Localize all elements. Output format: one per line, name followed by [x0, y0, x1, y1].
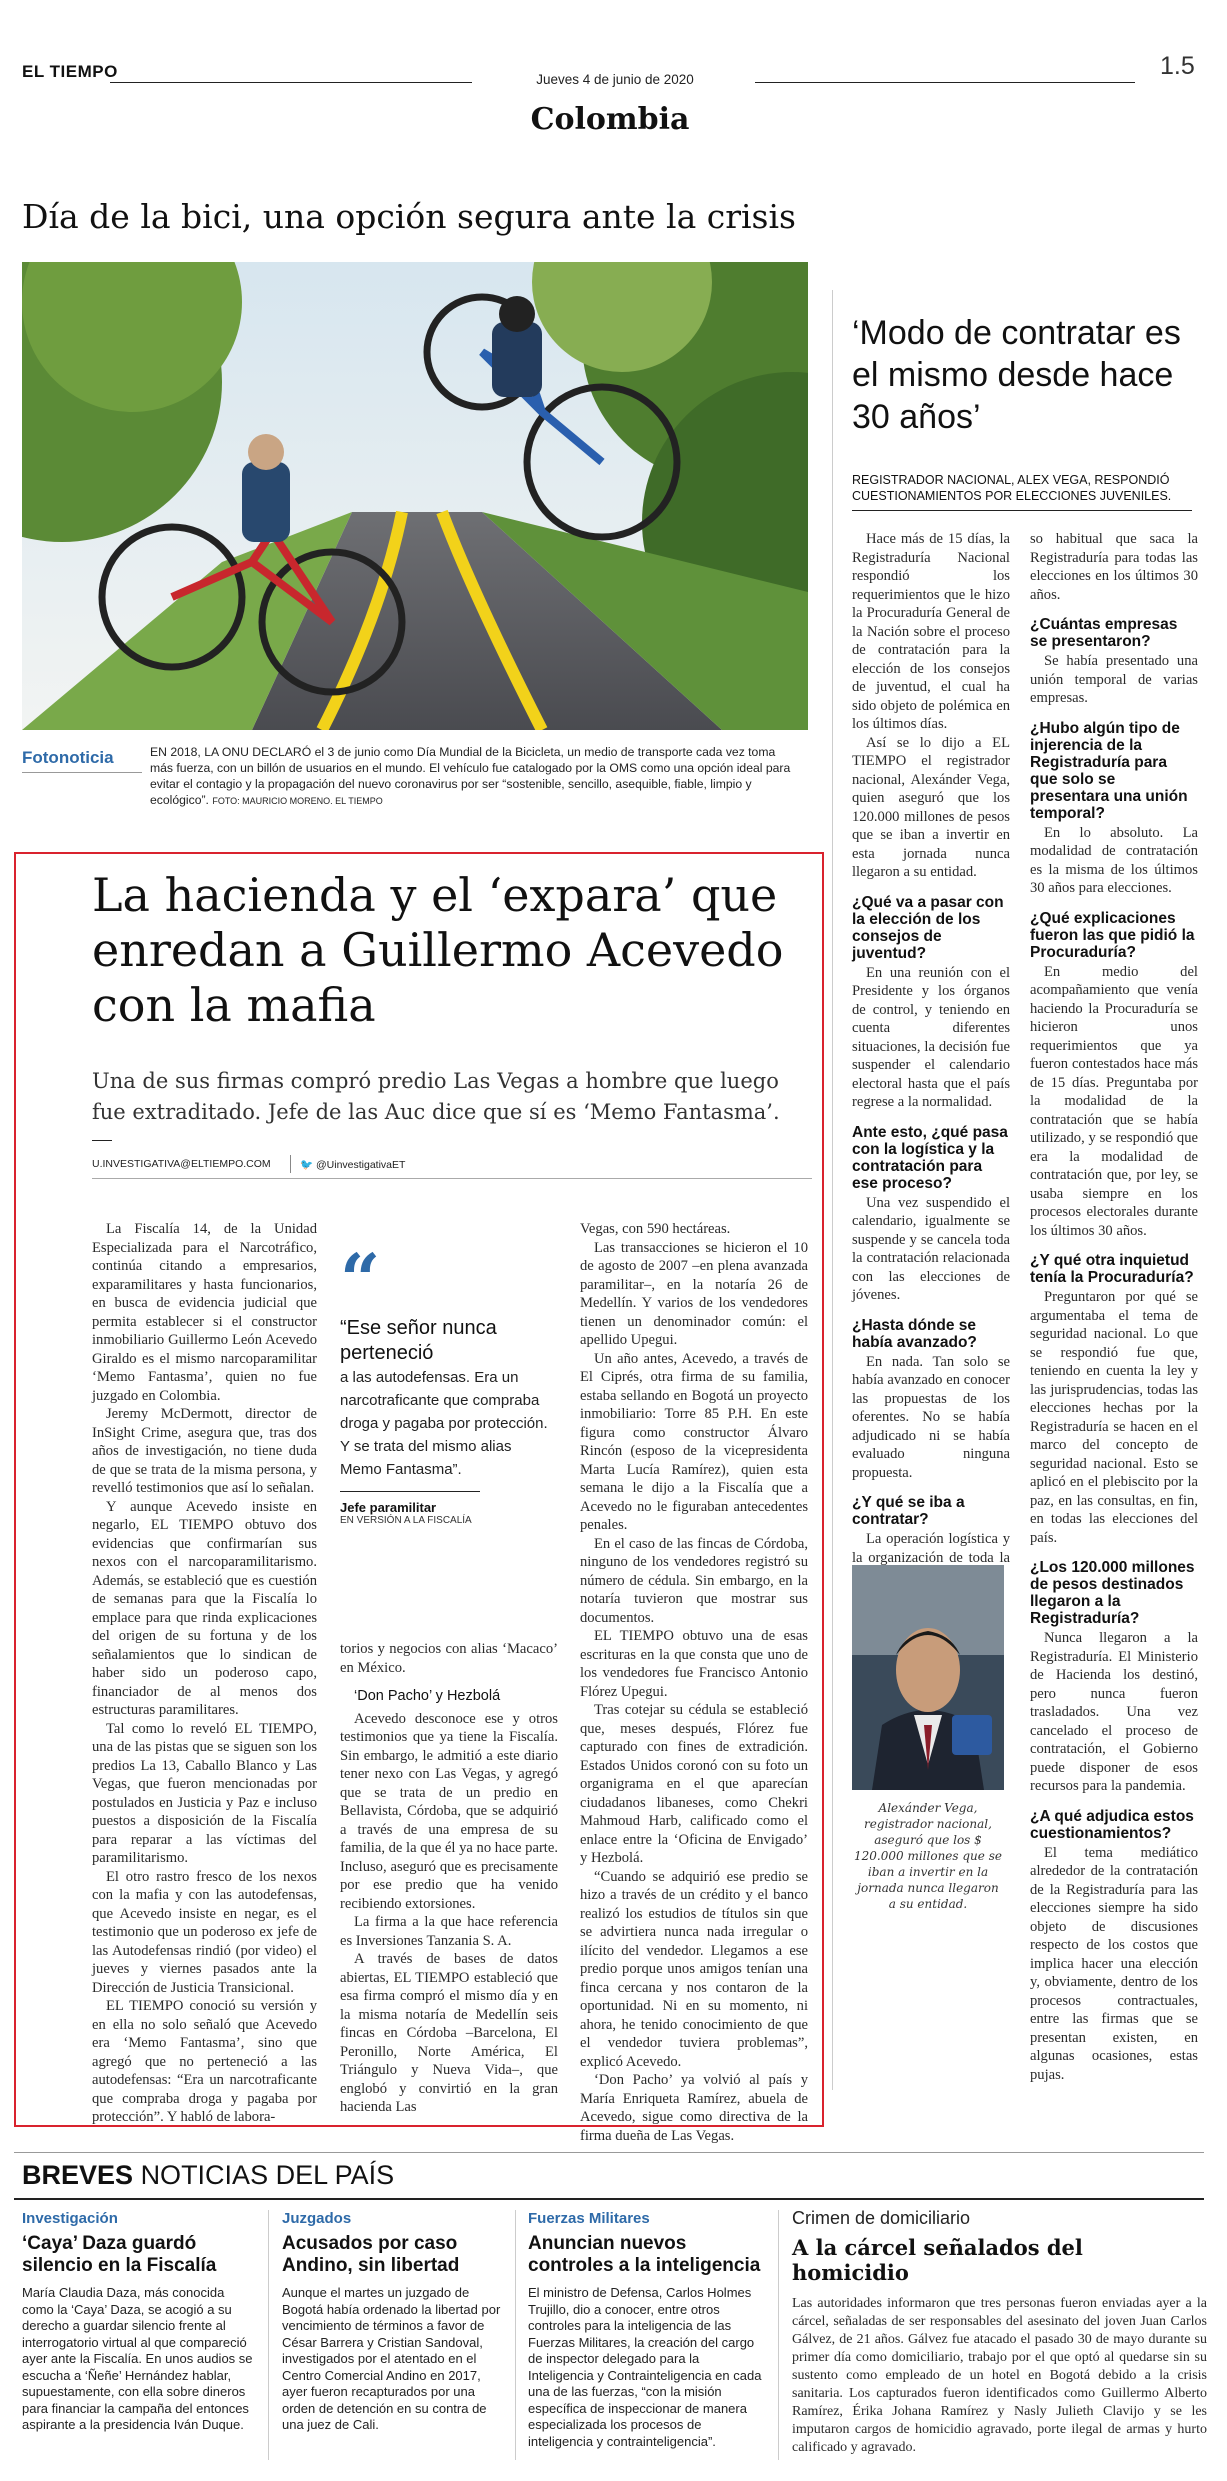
interview-question: ¿Hasta dónde se había avanzado?	[852, 1316, 977, 1351]
briefs-section-title	[22, 2160, 394, 2191]
quote-body: a las autodefensas. Era un narcotraficante que compraba droga y pagaba por protección. Y se trata del mismo alias Memo Fantasma”.	[340, 1369, 548, 1478]
interview-answer: En una reunión con el Presidente y los órganos de control, y teniendo en cuenta diferentes situaciones, la decisión fue suspender el calendario electoral hasta que el país regrese a la normalidad.	[852, 964, 1010, 1110]
paragraph: Un año antes, Acevedo, a través de El Ciprés, otra firma de su familia, estaba sellando en Bogotá un proyecto inmobiliario: Torre 85 P.H. En este figura como constructor Álvaro Rincón (esposo de la vicepresidenta Marta Lucía Ramírez), quien esta semana le dijo a la Fiscalía que a Acevedo no le figuraban antecedentes penales.	[580, 1350, 808, 1533]
byline-twitter[interactable]	[300, 1158, 405, 1171]
quote-mark-icon: “	[340, 1238, 381, 1321]
interview-answer: El tema mediático alrededor de la contratación de la Registraduría para las elecciones siempre ha sido objeto de discusiones respecto de los costos que implica hacer una elección y, obviamente, dentro de los procesos contractuales, entre las firmas que se presentan existen, en algunas ocasiones, estas pujas.	[1030, 1844, 1198, 2083]
brief-body: El ministro de Defensa, Carlos Holmes Trujillo, dio a conocer, entre otros controles para la inteligencia de las Fuerzas Militares, la creación del cargo de inspector delegado para la Inteligencia y Contrainteligencia en cada una de las fuerzas, “con la misión específica de inspeccionar de manera especializada los procesos de inteligencia y contrainteligencia”.	[528, 2285, 762, 2449]
main-deck: Una de sus firmas compró predio Las Vegas a hombre que luego fue extraditado. Jefe de las Auc dice que sí es ‘Memo Fantasma’.	[92, 1069, 780, 1124]
photo-label-rule	[22, 772, 142, 773]
quote-author: Jefe paramilitar	[340, 1500, 437, 1515]
photo-caption-text: EN 2018, LA ONU DECLARÓ el 3 de junio como Día Mundial de la Bicicleta, un medio de transporte cada vez toma más fuerza, con un billón de usuarios en el mundo. El vehículo fue catalogado por la OMS como una opción ideal para evitar el contagio y la propagación del nuevo coronavirus por ser “sostenible, sencillo, asequible, fiable, limpio y ecológico”.	[150, 745, 791, 807]
main-headline: La hacienda y el ‘expara’ que enredan a Guillermo Acevedo con la mafia	[92, 868, 784, 1032]
interview-question: ¿Qué va a pasar con la elección de los consejos de juventud?	[852, 893, 1004, 962]
byline-rule	[92, 1178, 812, 1179]
interview-question: Ante esto, ¿qué pasa con la logística y la contratación para ese proceso?	[852, 1123, 1008, 1192]
paragraph: “Cuando se adquirió ese predio se hizo a través de un crédito y el banco realizó los estudios de títulos sin que se advirtiera nunca nada irregular o ilícito del vendedor. Llegamos a ese predio porque unos amigos tenían una finca cercana y nos contaron de la oportunidad. Ni en su momento, ni ahora, he tenido conocimiento de que el vendedor tuviera problemas”, explicó Acevedo.	[580, 1868, 808, 2070]
sidebar-col-a	[852, 530, 1010, 1586]
paragraph: Tal como lo reveló EL TIEMPO, una de las pistas que se siguen son los predios La 13, Caballo Blanco y Las Vegas, que fueron mencionadas por postulados en Justicia y Paz e incluso puestos a disposición de la Fiscalía para reparar a las víctimas del paramilitarismo.	[92, 1720, 317, 1866]
brief-label: Investigación	[22, 2210, 118, 2227]
paragraph: EL TIEMPO obtuvo una de esas escrituras en la que consta que uno de los vendedores fue Francisco Antonio Flórez Upegui.	[580, 1628, 808, 1700]
paragraph: torios y negocios con alias ‘Macaco’ en México.	[340, 1641, 558, 1676]
interview-answer: En lo absoluto. La modalidad de contratación es la misma de los últimos 30 años para elecciones.	[1030, 824, 1198, 896]
briefs-bold-label: BREVES	[22, 2160, 134, 2190]
paragraph: EL TIEMPO conoció su versión y en ella no solo señaló que Acevedo era ‘Memo Fantasma’, sino que agregó que no perteneció a las autodefensas: “Era un narcotraficante que compraba droga y pagaba por protección”. Y habló de labora-	[92, 1998, 317, 2125]
interview-answer: En medio del acompañamiento que venía haciendo la Procuraduría se hicieron unos requerimientos que ya fueron contestados hace más de 15 días. Preguntaba por la modalidad de la contratación que se había utilizado, y se respondió que era la modalidad de contratación que, por ley, se usaba siempre en los procesos electorales durante los últimos 30 años.	[1030, 963, 1198, 1239]
brief-divider	[268, 2210, 269, 2460]
brief-item	[528, 2210, 768, 2450]
interview-question: ¿A qué adjudica estos cuestionamientos?	[1030, 1807, 1194, 1842]
paragraph: La firma a la que hace referencia es Inversiones Tanzania S. A.	[340, 1914, 558, 1949]
interview-answer: Una vez suspendido el calendario, igualmente se suspende y se cancela toda la contratación relacionada con las elecciones de jóvenes.	[852, 1194, 1010, 1303]
interview-answer: Preguntaron por qué se argumentaba el tema de seguridad nacional. Lo que se respondió fue que, teniendo en cuenta la ley y las jurisprudencias, todas las elecciones hechas por la Registraduría se hacen en el marco del concepto de seguridad nacional. Esto se aplicó en el plebiscito por la paz, en las consultas, en fin, en todas las elecciones del país.	[1030, 1289, 1198, 1546]
brief-item	[22, 2210, 254, 2434]
paragraph: El otro rastro fresco de los nexos con la mafia y con las autodefensas, que Acevedo insiste en negar, es el testimonio que un poderoso ex jefe de las Autodefensas rindió (por video) el jueves y viernes pasados ante la Dirección de Justicia Transicional.	[92, 1868, 317, 1996]
feature-title: A la cárcel señalados del homicidio	[792, 2235, 1083, 2285]
registrar-photo-caption: Alexánder Vega, registrador nacional, aseguró que los $ 120.000 millones que se iban a invertir en la jornada nunca llegaron a su entidad.	[854, 1801, 1002, 1911]
main-col-1	[92, 1220, 317, 2127]
briefs-header-rule	[14, 2198, 1204, 2200]
bicycle-photo	[22, 262, 808, 730]
brief-body: María Claudia Daza, más conocida como la ‘Caya’ Daza, se acogió a su derecho a guardar silencio frente al interrogatorio virtual al que compareció ayer ante la Fiscalía. En unos audios se escucha a ‘Ñeñe’ Hernández hablar, supuestamente, con ella sobre dineros para financiar la campaña del entonces aspirante a la presidencia Iván Duque.	[22, 2285, 253, 2432]
brand-logo: EL TIEMPO	[22, 62, 118, 81]
paragraph: Jeremy McDermott, director de InSight Crime, asegura que, tras dos años de investigación, no tiene duda de que se trata de la misma persona, y revelló testimonios que así lo señalan.	[92, 1406, 317, 1496]
interview-answer: En nada. Tan solo se había avanzado en conocer las propuestas de los oferentes. No se había adjudicado ni se había evaluado ninguna propuesta.	[852, 1353, 1010, 1481]
section-title: Colombia	[530, 102, 690, 137]
sidebar-rule	[852, 510, 1192, 511]
photo-story-headline: Día de la bici, una opción segura ante la crisis	[22, 197, 796, 236]
brief-title: Anuncian nuevos controles a la inteligencia	[528, 2233, 761, 2276]
paragraph: Tras cotejar su cédula se estableció que, meses después, Flórez fue capturado con fines de extradición. Estados Unidos coronó con su foto un organigrama en el que aparecían ciudadanos libaneses, como Chekri Mahmoud Harb, calificado como el enlace entre la ‘Oficina de Envigado’ y Hezbolá.	[580, 1702, 808, 1866]
sidebar-headline: ‘Modo de contratar es el mismo desde hace 30 años’	[852, 314, 1181, 436]
quote-rule	[340, 1491, 480, 1492]
quote-lead: “Ese señor nunca perteneció	[340, 1317, 497, 1364]
interview-question: ¿Los 120.000 millones de pesos destinados llegaron a la Registraduría?	[1030, 1559, 1195, 1627]
column-divider	[832, 290, 833, 2090]
paragraph: Vegas, con 590 hectáreas.	[580, 1221, 731, 1237]
brief-label: Juzgados	[282, 2210, 352, 2227]
brief-divider	[515, 2210, 516, 2460]
paragraph: Hace más de 15 días, la Registraduría Nacional respondió los requerimientos que le hizo la Procuraduría General de la Nación sobre el proceso de contratación para la elección de los consejos de juventud, el cual ha sido objeto de polémica en los últimos días.	[852, 531, 1010, 732]
registrar-photo	[852, 1565, 1004, 1790]
main-col-3	[580, 1220, 808, 2145]
paragraph: so habitual que saca la Registraduría para todas las elecciones en los últimos 30 años.	[1030, 531, 1198, 603]
interview-answer: La operación logística y la organización de toda la	[852, 1531, 1010, 1566]
main-col-2	[340, 1640, 558, 2117]
brief-divider	[778, 2210, 779, 2460]
page-number: 1.5	[1160, 52, 1195, 80]
interview-question: ¿Qué explicaciones fueron las que pidió la Procuraduría?	[1030, 909, 1195, 961]
photo-label: Fotonoticia	[22, 748, 114, 767]
briefs-light-label: NOTICIAS DEL PAÍS	[140, 2160, 395, 2190]
interview-answer: Se había presentado una unión temporal de varias empresas.	[1030, 653, 1198, 706]
brief-title: ‘Caya’ Daza guardó silencio en la Fiscalía	[22, 2233, 217, 2276]
interview-question: ¿Y qué se iba a contratar?	[852, 1494, 965, 1528]
paragraph: Acevedo desconoce ese y otros testimonios que ya tiene la Fiscalía. Sin embargo, le admitió a este diario tener nexo con Las Vegas, y agregó que se trata de un predio en Bellavista, Córdoba, que se adquirió a través de una empresa de su familia, de la que él ya no hace parte. Incluso, aseguró que es precisamente por ese predio que ha venido recibiendo extorsiones.	[340, 1710, 558, 1912]
interview-question: ¿Hubo algún tipo de injerencia de la Registraduría para que solo se presentara una unión temporal?	[1030, 719, 1188, 822]
paragraph: Y aunque Acevedo insiste en negarlo, EL TIEMPO obtuvo dos evidencias que confirmarían sus nexos con el narcoparamilitarismo. Además, se estableció que es cuestión de semanas para que la Fiscalía lo emplace para que rinda explicaciones del origen de su fortuna y de los señalamientos que lo sindican de haber sido un poderoso capo, financiador de al menos dos estructuras paramilitares.	[92, 1498, 317, 1718]
brief-body: Aunque el martes un juzgado de Bogotá había ordenado la libertad por vencimiento de términos a favor de César Barrera y Cristian Sandoval, investigados por el atentado en el Centro Comercial Andino en 2017, ayer fueron recapturados por una orden de detención en su contra de una juez de Cali.	[282, 2285, 501, 2432]
paragraph: A través de bases de datos abiertas, EL TIEMPO estableció que esa firma compró el mismo día y en la misma notaría de Medellín seis fincas en Córdoba –Barcelona, El Peronillo, Norte América, El Triángulo y Nueva Vida–, que englobó y convirtió en la gran hacienda Las	[340, 1951, 558, 2115]
byline-email: U.INVESTIGATIVA@ELTIEMPO.COM	[92, 1158, 271, 1170]
quote-source: EN VERSIÓN A LA FISCALÍA	[340, 1515, 472, 1526]
twitter-handle: @UinvestigativaET	[316, 1159, 406, 1171]
photo-caption	[150, 744, 800, 809]
sidebar-col-b	[1030, 530, 1198, 2084]
brief-title: Acusados por caso Andino, sin libertad	[282, 2233, 460, 2276]
paragraph: Así se lo dijo a EL TIEMPO el registrador nacional, Alexánder Vega, quien aseguró que los 120.000 millones de pesos que se iban a invertir en esta jornada nunca llegaron a su entidad.	[852, 734, 1010, 880]
feature-kicker: Crimen de domiciliario	[792, 2208, 971, 2228]
sidebar-kicker: REGISTRADOR NACIONAL, ALEX VEGA, RESPONDIÓ CUESTIONAMIENTOS POR ELECCIONES JUVENILES.	[852, 473, 1172, 503]
paragraph: Las transacciones se hicieron el 10 de agosto de 2007 –en plena avanzada paramilitar–, en la notaría 26 de Medellín. Y varios de los vendedores tienen un denominador común: el apellido Upegui.	[580, 1239, 808, 1348]
interview-question: ¿Cuántas empresas se presentaron?	[1030, 616, 1178, 650]
issue-date: Jueves 4 de junio de 2020	[536, 72, 694, 87]
brief-item	[282, 2210, 504, 2434]
interview-answer: Nunca llegaron a la Registraduría. El Ministerio de Hacienda los destinó, pero nunca fueron trasladados. Una vez cancelado el proceso de contratación, el Gobierno puede disponer de esos recursos para la pandemia.	[1030, 1630, 1198, 1794]
paragraph: ‘Don Pacho’ ya volvió al país y María Enriqueta Ramírez, abuela de Acevedo, sigue como directiva de la firma dueña de Las Vegas.	[580, 2072, 808, 2144]
masthead-rule-right	[755, 82, 1135, 83]
interview-question: ¿Y qué otra inquietud tenía la Procuraduría?	[1030, 1252, 1194, 1286]
paragraph: La Fiscalía 14, de la Unidad Especializada para el Narcotráfico, continúa citando a empresarios, exparamilitares y hasta funcionarios, en busca de evidencia judicial que permita establecer si el constructor inmobiliario Guillermo León Acevedo Giraldo es el mismo narcoparamilitar ‘Memo Fantasma’, quien no fue juzgado en Colombia.	[92, 1221, 317, 1404]
masthead-rule-left	[110, 82, 472, 83]
briefs-top-rule	[14, 2152, 1204, 2153]
photo-credit: FOTO: MAURICIO MORENO. EL TIEMPO	[212, 796, 383, 806]
byline-divider	[290, 1155, 291, 1173]
deck-rule	[92, 1140, 112, 1141]
paragraph: En el caso de las fincas de Córdoba, ninguno de los vendedores registró su número de cédula. Sin embargo, en la notaría tuvieron que mostrar sus documentos.	[580, 1535, 808, 1626]
feature-brief	[792, 2208, 1207, 2457]
feature-body: Las autoridades informaron que tres personas fueron enviadas ayer a la cárcel, señaladas de ser responsables del asesinato del joven Juan Carlos Gálvez, de 21 años. Gálvez fue atacado el pasado 30 de mayo durante su primer día como domiciliario, trabajo por el que optó al quedarse sin su sustento como empleado de un hotel en Bogotá debido a la crisis sanitaria. Los capturados fueron identificados como Guillermo Alberto Ramírez, Érika Johana Ramírez y Nasly Julieth Clavijo y se les imputaron cargos de homicidio agravado, porte ilegal de armas y hurto calificado y agravado.	[792, 2296, 1207, 2455]
twitter-bird-icon: 🐦	[300, 1159, 314, 1171]
brief-label: Fuerzas Militares	[528, 2210, 650, 2227]
pull-quote	[340, 1238, 555, 1526]
subhead: ‘Don Pacho’ y Hezbolá	[354, 1688, 501, 1704]
